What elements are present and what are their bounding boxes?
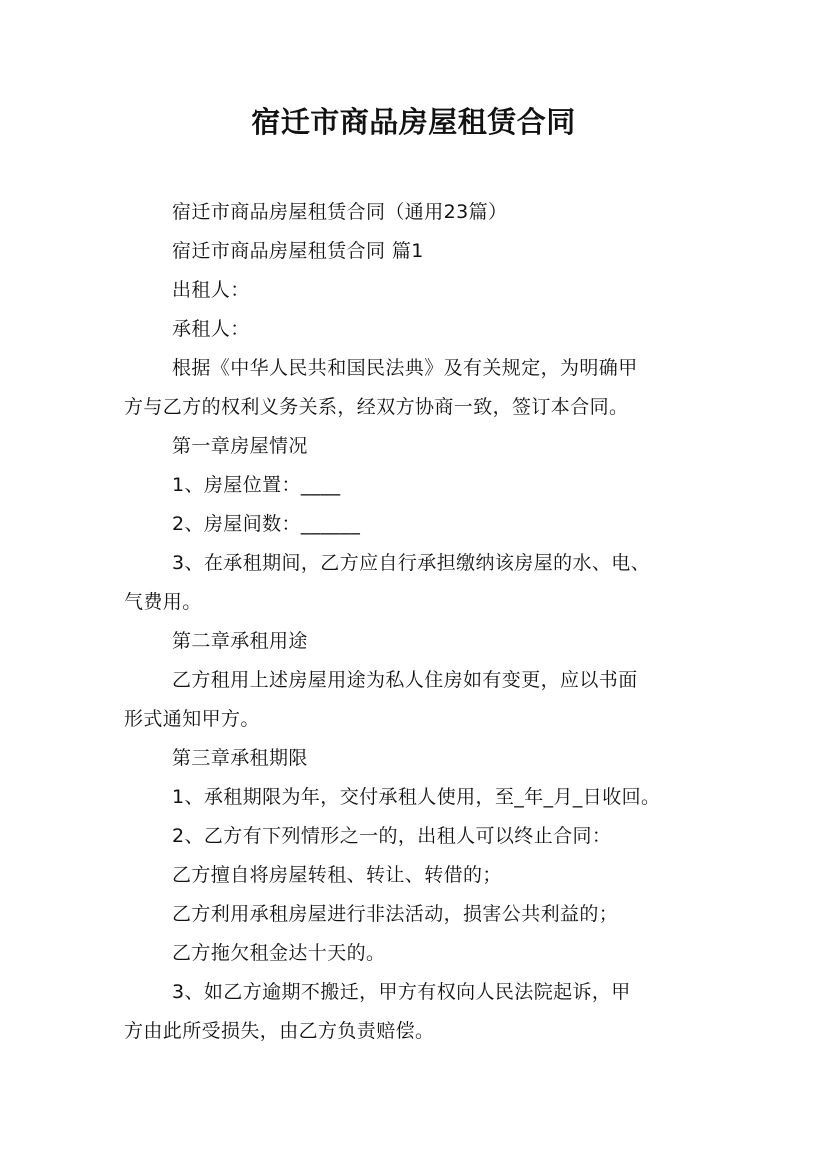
clause-line: 乙方擅自将房屋转租、转让、转借的； [172, 864, 502, 886]
clause-line: 气费用。 [124, 591, 202, 613]
clause-line: 2、乙方有下列情形之一的，出租人可以终止合同： [172, 825, 612, 847]
clause-line: 方由此所受损失，由乙方负责赔偿。 [124, 1020, 435, 1042]
paragraph-line: 根据《中华人民共和国民法典》及有关规定，为明确甲 [172, 357, 638, 379]
chapter-heading: 第三章承租期限 [172, 747, 308, 769]
lessee-line: 承租人： [172, 318, 250, 340]
clause-line: 乙方利用承租房屋进行非法活动，损害公共利益的； [172, 903, 619, 925]
clause-line: 1、承租期限为年，交付承租人使用，至_年_月_日收回。 [172, 786, 661, 808]
chapter-heading: 第二章承租用途 [172, 630, 308, 652]
paragraph-line: 形式通知甲方。 [124, 708, 260, 730]
paragraph-line: 乙方租用上述房屋用途为私人住房如有变更，应以书面 [172, 669, 638, 691]
paragraph-line: 方与乙方的权利义务关系，经双方协商一致，签订本合同。 [124, 396, 629, 418]
section-heading: 宿迁市商品房屋租赁合同 篇1 [172, 240, 424, 262]
clause-line: 乙方拖欠租金达十天的。 [172, 942, 386, 964]
clause-line: 1、房屋位置：____ [172, 474, 341, 496]
clause-line: 3、在承租期间，乙方应自行承担缴纳该房屋的水、电、 [172, 552, 651, 574]
clause-line: 2、房屋间数：______ [172, 513, 361, 535]
clause-line: 3、如乙方逾期不搬迁，甲方有权向人民法院起诉，甲 [172, 981, 631, 1003]
lessor-line: 出租人： [172, 279, 250, 301]
chapter-heading: 第一章房屋情况 [172, 435, 308, 457]
document-title: 宿迁市商品房屋租赁合同 [251, 105, 576, 139]
subtitle-line: 宿迁市商品房屋租赁合同（通用23篇） [172, 201, 508, 223]
